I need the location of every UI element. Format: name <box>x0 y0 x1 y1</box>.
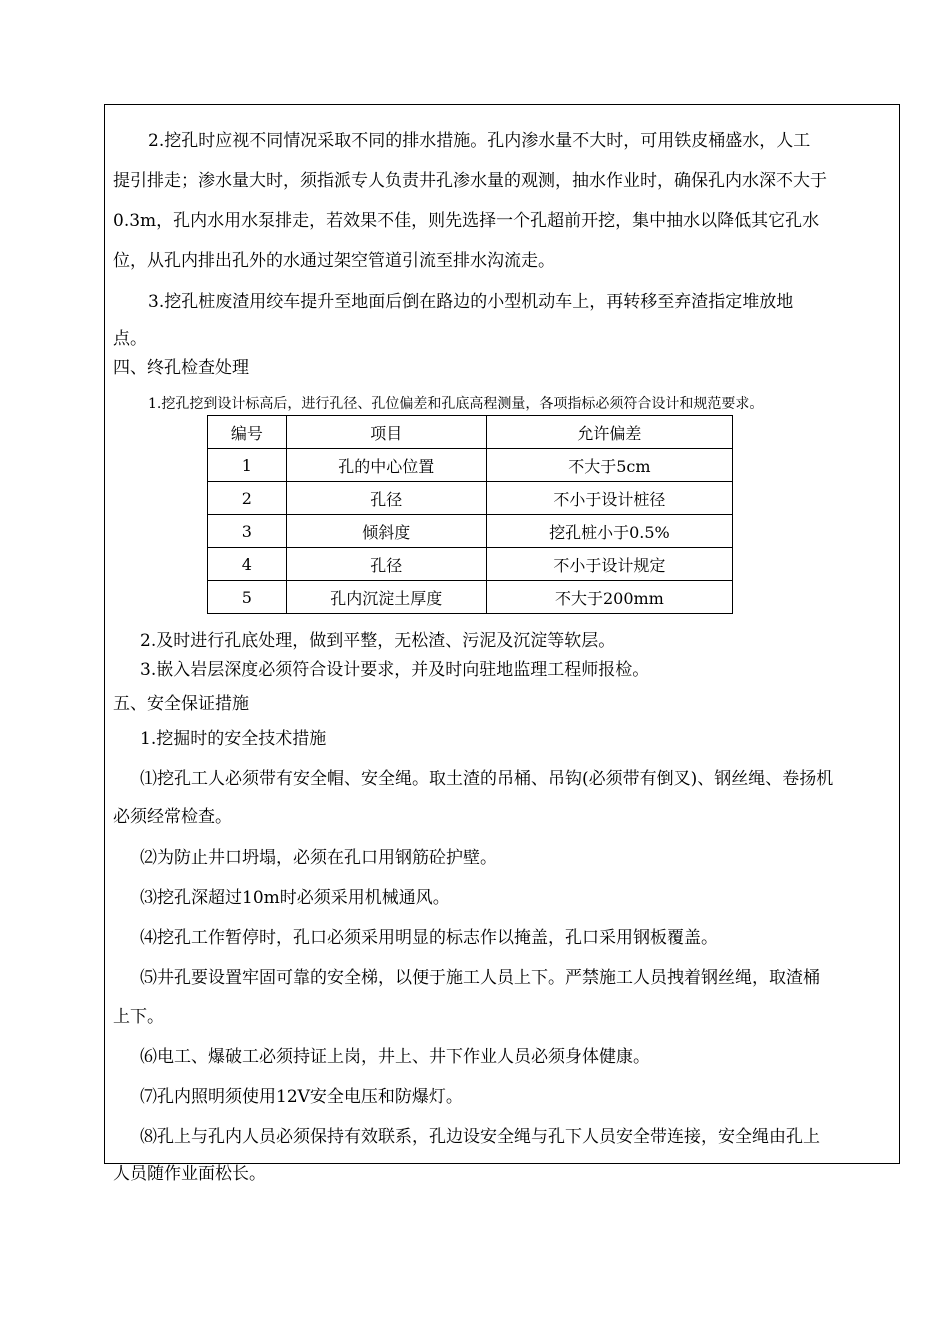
table-cell: 2 <box>208 482 287 515</box>
para-drainage-line2: 提引排走；渗水量大时，须指派专人负责井孔渗水量的观测，抽水作业时，确保孔内水深不大于 <box>113 171 827 191</box>
table-cell: 倾斜度 <box>286 515 486 548</box>
safety-item4: ⑷挖孔工作暂停时，孔口必须采用明显的标志作以掩盖，孔口采用钢板覆盖。 <box>140 928 718 948</box>
table-header-row <box>208 416 733 449</box>
table-cell: 孔内沉淀土厚度 <box>286 581 486 614</box>
para-drainage-line3: 0.3m，孔内水用水泵排走，若效果不佳，则先选择一个孔超前开挖，集中抽水以降低其它孔水 <box>113 211 820 231</box>
section4-para3: 3.嵌入岩层深度必须符合设计要求，并及时向驻地监理工程师报检。 <box>140 660 650 680</box>
table-cell: 1 <box>208 449 287 482</box>
table-cell: 孔的中心位置 <box>286 449 486 482</box>
safety-item3: ⑶挖孔深超过10m时必须采用机械通风。 <box>140 888 450 908</box>
table-row <box>208 515 733 548</box>
table-cell: 5 <box>208 581 287 614</box>
section5-subtitle: 1.挖掘时的安全技术措施 <box>140 729 327 749</box>
section4-title: 四、终孔检查处理 <box>113 358 249 378</box>
para-waste-line2: 点。 <box>113 329 147 349</box>
table-cell: 不小于设计桩径 <box>486 482 732 515</box>
safety-item1-line2: 必须经常检查。 <box>113 807 232 827</box>
table-cell: 孔径 <box>286 482 486 515</box>
deviation-table <box>207 415 733 614</box>
table-header-cell: 编号 <box>208 416 287 449</box>
safety-item6: ⑹电工、爆破工必须持证上岗，井上、井下作业人员必须身体健康。 <box>140 1047 650 1067</box>
safety-item1-line1: ⑴挖孔工人必须带有安全帽、安全绳。取土渣的吊桶、吊钩(必须带有倒叉)、钢丝绳、卷扬机 <box>140 769 834 789</box>
section5-title: 五、安全保证措施 <box>113 694 249 714</box>
table-header-cell: 项目 <box>286 416 486 449</box>
table-cell: 不大于5cm <box>486 449 732 482</box>
safety-item8-line1: ⑻孔上与孔内人员必须保持有效联系，孔边设安全绳与孔下人员安全带连接，安全绳由孔上 <box>140 1127 820 1147</box>
table-row <box>208 548 733 581</box>
para-drainage-line1: 2.挖孔时应视不同情况采取不同的排水措施。孔内渗水量不大时，可用铁皮桶盛水，人工 <box>148 131 811 151</box>
section4-para1: 1.挖孔挖到设计标高后，进行孔径、孔位偏差和孔底高程测量，各项指标必须符合设计和规范要求。 <box>148 396 764 412</box>
table-cell: 孔径 <box>286 548 486 581</box>
table-cell: 不大于200mm <box>486 581 732 614</box>
para-drainage-line4: 位，从孔内排出孔外的水通过架空管道引流至排水沟流走。 <box>113 251 555 271</box>
table-row <box>208 482 733 515</box>
table-cell: 不小于设计规定 <box>486 548 732 581</box>
table-header-cell: 允许偏差 <box>486 416 732 449</box>
safety-item5-line1: ⑸井孔要设置牢固可靠的安全梯，以便于施工人员上下。严禁施工人员拽着钢丝绳，取渣桶 <box>140 968 820 988</box>
table-row <box>208 581 733 614</box>
safety-item7: ⑺孔内照明须使用12V安全电压和防爆灯。 <box>140 1087 463 1107</box>
safety-item2: ⑵为防止井口坍塌，必须在孔口用钢筋砼护壁。 <box>140 848 497 868</box>
section4-para2: 2.及时进行孔底处理，做到平整，无松渣、污泥及沉淀等软层。 <box>140 631 616 651</box>
safety-item8-line2: 人员随作业面松长。 <box>113 1164 266 1184</box>
table-cell: 4 <box>208 548 287 581</box>
table-cell: 3 <box>208 515 287 548</box>
table-cell: 挖孔桩小于0.5% <box>486 515 732 548</box>
safety-item5-line2: 上下。 <box>113 1007 164 1027</box>
para-waste-line1: 3.挖孔桩废渣用绞车提升至地面后倒在路边的小型机动车上，再转移至弃渣指定堆放地 <box>148 292 794 312</box>
table-row <box>208 449 733 482</box>
